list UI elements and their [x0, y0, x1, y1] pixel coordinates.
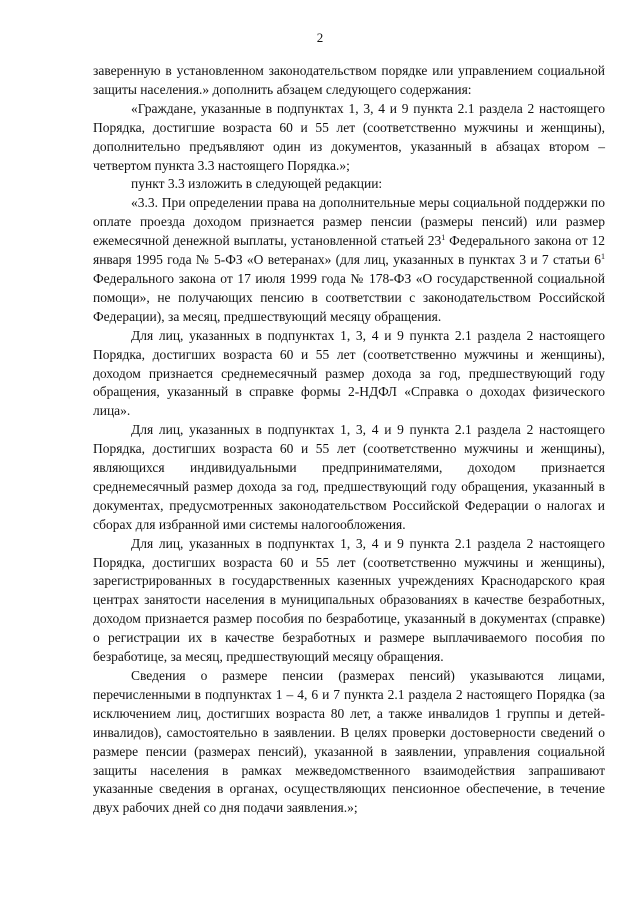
paragraph-income-unemployed: Для лиц, указанных в подпунктах 1, 3, 4 и 9 пункта 2.1 раздела 2 настоящего Порядка, достигших возраста 60 и 55 лет (соответственно мужчины и женщины), зарегистрированных в государственных казенных учреждениях Краснодарского края центрах занятости населения в муниципальных образованиях в качестве безработных, доходом признается размер пособия по безработице, указанный в документах (справке) о регистрации их в качестве безработных и размере выплачиваемого пособия по безработице, за месяц, предшествующий месяцу обращения. — [93, 535, 605, 665]
point-3-3-text-part-3: Федерального закона от 17 июля 1999 года № 178-ФЗ «О государственной социальной помощи», не получающих пенсию в соответствии с законодательством Российской Федерации), за месяц, предшествующий месяцу обращения. — [93, 270, 605, 324]
page-number: 2 — [316, 30, 324, 45]
paragraph-point-3-3 — [93, 194, 605, 326]
document-body — [93, 62, 605, 818]
paragraph-citizens-addition: «Граждане, указанные в подпунктах 1, 3, 4 и 9 пункта 2.1 раздела 2 настоящего Порядка, достигшие возраста 60 и 55 лет (соответственно мужчины и женщины), дополнительно предъявляют один из документов, указанный в абзацах втором – четвертом пункта 3.3 настоящего Порядка.»; — [93, 100, 605, 173]
article-superscript: 1 — [601, 252, 605, 262]
paragraph-point-3-3-intro: пункт 3.3 изложить в следующей редакции: — [131, 176, 383, 192]
point-3-3-text-part-1: «3.3. При определении права на дополнительные меры социальной поддержки по оплате проезда доходом признается размер пенсии (размеры пенсий) или размер ежемесячной денежной выплаты, установленной статьей 23 — [93, 195, 605, 249]
article-superscript: 1 — [441, 233, 446, 243]
paragraph-continuation: заверенную в установленном законодательством порядке или управлением социальной защиты населения.» дополнить абзацем следующего содержания: — [93, 63, 605, 97]
point-3-3-text-part-2: Федерального закона от 12 января 1995 года № 5-ФЗ «О ветеранах» (для лиц, указанных в пунктах 3 и 7 статьи 6 — [93, 233, 605, 268]
paragraph-income-entrepreneurs: Для лиц, указанных в подпунктах 1, 3, 4 и 9 пункта 2.1 раздела 2 настоящего Порядка, достигших возраста 60 и 55 лет (соответственно мужчины и женщины), являющихся индивидуальными предпринимателями, доходом признается среднемесячный размер дохода за год, предшествующий году обращения, указанный в документах, предусмотренных законодательством Российской Федерации о налогах и сборах для избранной ими системы налогообложения. — [93, 422, 605, 532]
paragraph-pension-information: Сведения о размере пенсии (размерах пенсий) указываются лицами, перечисленными в подпунктах 1 – 4, 6 и 7 пункта 2.1 раздела 2 настоящего Порядка (за исключением лиц, достигших возраста 80 лет, а также инвалидов 1 группы и детей-инвалидов), самостоятельно в заявлении. В целях проверки достоверности сведений о размере пенсии (размерах пенсий), указанной в заявлении, управления социальной защиты населения в рамках межведомственного взаимодействия запрашивают указанные сведения в органах, осуществляющих пенсионное обеспечение, в течение двух рабочих дней со дня подачи заявления.»; — [93, 668, 605, 816]
paragraph-income-pensioners: Для лиц, указанных в подпунктах 1, 3, 4 и 9 пункта 2.1 раздела 2 настоящего Порядка, достигших возраста 60 и 55 лет (соответственно мужчины и женщины), доходом признается среднемесячный размер дохода за год, предшествующий году обращения, указанный в справке формы 2-НДФЛ «Справка о доходах физического лица». — [93, 327, 605, 419]
